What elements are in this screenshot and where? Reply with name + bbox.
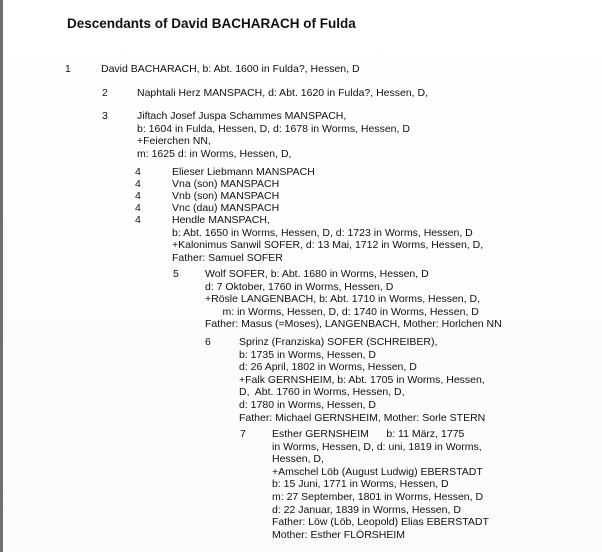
entry-david-bacharach: [101, 63, 360, 76]
generation-number: 2: [102, 87, 108, 99]
entry-line: David BACHARACH, b: Abt. 1600 in Fulda?, Hessen, D: [101, 63, 360, 75]
entry-line: Father: Samuel SOFER: [172, 251, 283, 264]
entry-line: +Feierchen NN,: [137, 135, 211, 148]
entry-line: Hendle MANSPACH,: [172, 214, 270, 226]
entry-line: Esther GERNSHEIM b: 11 März, 1775: [272, 428, 465, 440]
entry-line: Naphtali Herz MANSPACH, d: Abt. 1620 in Fulda?, Hessen, D,: [137, 87, 429, 99]
generation-number: 3: [102, 110, 108, 122]
entry-line: Father: Michael GERNSHEIM, Mother: Sorle STERN: [239, 411, 486, 424]
generation-number: 5: [173, 268, 179, 280]
entry-vna-manspach: [172, 178, 279, 191]
generation-number: 6: [205, 336, 211, 348]
entry-line: b: Abt. 1650 in Worms, Hessen, D, d: 1723 in Worms, Hessen, D: [172, 226, 473, 239]
entry-line: Vnc (dau) MANSPACH: [172, 202, 280, 214]
generation-number: 7: [240, 428, 246, 440]
entry-line: Elieser Liebmann MANSPACH: [172, 166, 315, 178]
page-title: Descendants of David BACHARACH of Fulda: [67, 16, 356, 31]
entry-line: d: 22 Januar, 1839 in Worms, Hessen, D: [272, 503, 461, 516]
entry-line: Vnb (son) MANSPACH: [172, 190, 280, 202]
entry-line: Father: Löw (Löb, Leopold) Elias EBERSTADT: [272, 516, 489, 529]
entry-line: Mother: Esther FLÖRSHEIM: [272, 528, 406, 541]
entry-line: Jiftach Josef Juspa Schammes MANSPACH,: [137, 110, 347, 122]
entry-elieser-liebmann-manspach: [172, 166, 315, 179]
entry-line: m: 1625 d: in Worms, Hessen, D,: [137, 147, 292, 160]
entry-line: Father: Masus (=Moses), LANGENBACH, Mother: Horlchen NN: [205, 318, 502, 331]
generation-number: 4: [135, 202, 141, 214]
entry-line: d: 7 Oktober, 1760 in Worms, Hessen, D: [205, 280, 394, 293]
entry-line: D, Abt. 1760 in Worms, Hessen, D,: [239, 386, 405, 399]
entry-line: +Rösle LANGENBACH, b: Abt. 1710 in Worms, Hessen, D,: [205, 293, 480, 306]
entry-sprinz-sofer: [239, 336, 485, 424]
entry-line: b: 1735 in Worms, Hessen, D: [239, 348, 376, 361]
generation-number: 4: [135, 214, 141, 226]
entry-line: Wolf SOFER, b: Abt. 1680 in Worms, Hessen, D: [205, 268, 429, 280]
entry-wolf-sofer: [205, 268, 502, 331]
entry-jiftach-josef-manspach: [137, 110, 410, 160]
entry-hendle-manspach: [172, 214, 483, 264]
entry-line: m: in Worms, Hessen, D, d: 1740 in Worms, Hessen, D: [205, 305, 479, 318]
entry-line: +Falk GERNSHEIM, b: Abt. 1705 in Worms, Hessen,: [239, 373, 485, 386]
entry-naphtali-herz-manspach: [137, 87, 428, 100]
entry-vnb-manspach: [172, 190, 279, 203]
entry-esther-gernsheim: [272, 428, 489, 541]
entry-line: b: 15 Juni, 1771 in Worms, Hessen, D: [272, 478, 449, 491]
entry-line: Sprinz (Franziska) SOFER (SCHREIBER),: [239, 336, 438, 348]
entry-line: Hessen, D,: [272, 453, 324, 466]
entry-line: d: 1780 in Worms, Hessen, D: [239, 398, 376, 411]
entry-vnc-manspach: [172, 202, 279, 215]
generation-number: 4: [135, 166, 141, 178]
entry-line: +Kalonimus Sanwil SOFER, d: 13 Mai, 1712 in Worms, Hessen, D,: [172, 239, 484, 252]
entry-line: b: 1604 in Fulda, Hessen, D, d: 1678 in Worms, Hessen, D: [137, 122, 410, 135]
generation-number: 4: [135, 178, 141, 190]
entry-line: +Amschel Löb (August Ludwig) EBERSTADT: [272, 465, 483, 478]
generation-number: 4: [135, 190, 141, 202]
page-edge-divider: [0, 0, 3, 552]
generation-number: 1: [65, 63, 71, 75]
entry-line: d: 26 April, 1802 in Worms, Hessen, D: [239, 361, 417, 374]
entry-line: Vna (son) MANSPACH: [172, 178, 280, 190]
entry-line: m: 27 September, 1801 in Worms, Hessen, D: [272, 490, 484, 503]
entry-line: in Worms, Hessen, D, d: uni, 1819 in Worms,: [272, 440, 482, 453]
